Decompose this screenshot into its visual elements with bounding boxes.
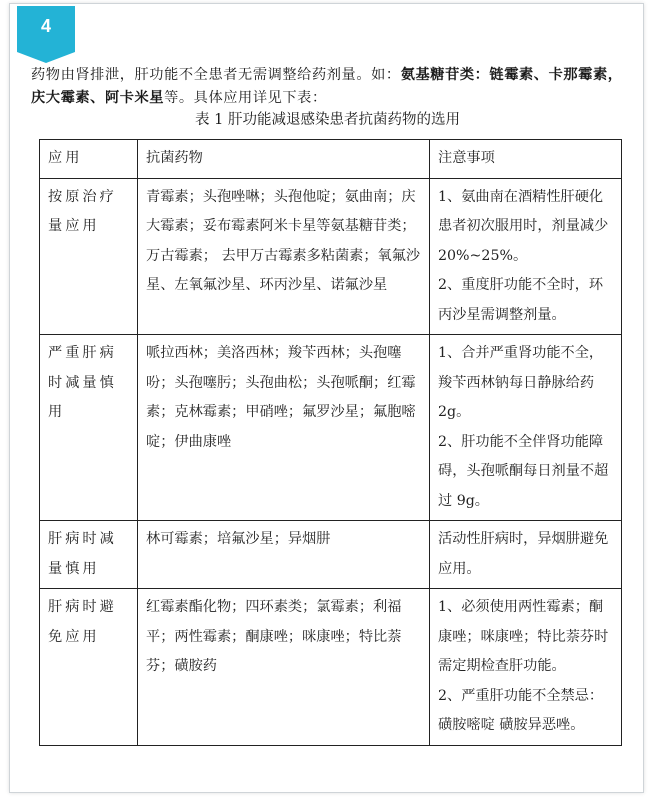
usage-cell: 肝病时减量慎用 bbox=[40, 521, 138, 589]
table-caption: 表 1 肝功能减退感染患者抗菌药物的选用 bbox=[195, 112, 460, 128]
section-number: 4 bbox=[40, 16, 51, 36]
header-notes: 注意事项 bbox=[430, 140, 622, 179]
intro-text-2: 等。具体应用详见下表： bbox=[164, 90, 327, 106]
notes-cell bbox=[430, 335, 622, 521]
drugs-cell: 哌拉西林；美洛西林；羧苄西林；头孢噻吩；头孢噻肟；头孢曲松；头孢哌酮；红霉素；克林霉素；甲硝唑；氟罗沙星；氟胞嘧啶；伊曲康唑 bbox=[138, 335, 430, 521]
table-row bbox=[40, 335, 622, 521]
note-item: 1、必须使用两性霉素；酮康唑；咪康唑；特比萘芬时需定期检查肝功能。 bbox=[438, 599, 609, 674]
usage-cell: 按原治疗量应用 bbox=[40, 178, 138, 335]
note-item: 活动性肝病时，异烟肼避免应用。 bbox=[438, 531, 609, 577]
header-drugs: 抗菌药物 bbox=[138, 140, 430, 179]
intro-text-1: 药物由肾排泄，肝功能不全患者无需调整给药剂量。如： bbox=[31, 67, 401, 83]
drugs-cell: 青霉素；头孢唑啉；头孢他啶；氨曲南；庆大霉素；妥布霉素阿米卡星等氨基糖苷类；万古霉素； 去甲万古霉素多粘菌素；氧氟沙星、左氧氟沙星、环丙沙星、诺氟沙星 bbox=[138, 178, 430, 335]
note-item: 1、氨曲南在酒精性肝硬化患者初次服用时，剂量减少 20%~25%。 bbox=[438, 188, 609, 264]
table-row bbox=[40, 178, 622, 335]
note-item: 2、肝功能不全伴肾功能障碍，头孢哌酮每日剂量不超过 9g。 bbox=[438, 433, 609, 509]
note-item: 2、重度肝功能不全时，环丙沙星需调整剂量。 bbox=[438, 277, 604, 323]
table-header-row bbox=[40, 140, 622, 179]
drugs-cell: 林可霉素；培氟沙星；异烟肼 bbox=[138, 521, 430, 589]
drugs-cell: 红霉素酯化物；四环素类；氯霉素；利福平；两性霉素；酮康唑；咪康唑；特比萘芬；磺胺药 bbox=[138, 589, 430, 746]
usage-cell: 严重肝病时减量慎用 bbox=[40, 335, 138, 521]
table-row bbox=[40, 589, 622, 746]
intro-drug-list: 氨基糖苷类：链霉素、卡那霉素，庆大霉素、阿卡米星 bbox=[31, 67, 623, 106]
intro-paragraph bbox=[31, 64, 631, 110]
section-number-badge bbox=[17, 6, 75, 52]
notes-cell bbox=[430, 589, 622, 746]
notes-cell bbox=[430, 178, 622, 335]
usage-cell: 肝病时避免应用 bbox=[40, 589, 138, 746]
note-item: 1、合并严重肾功能不全，羧苄西林钠每日静脉给药 2g。 bbox=[438, 345, 604, 420]
header-usage: 应用 bbox=[40, 140, 138, 179]
table-row bbox=[40, 521, 622, 589]
notes-cell bbox=[430, 521, 622, 589]
antibiotic-table bbox=[39, 139, 622, 746]
note-item: 2、严重肝功能不全禁忌：磺胺嘧啶 磺胺异恶唑。 bbox=[438, 687, 604, 733]
